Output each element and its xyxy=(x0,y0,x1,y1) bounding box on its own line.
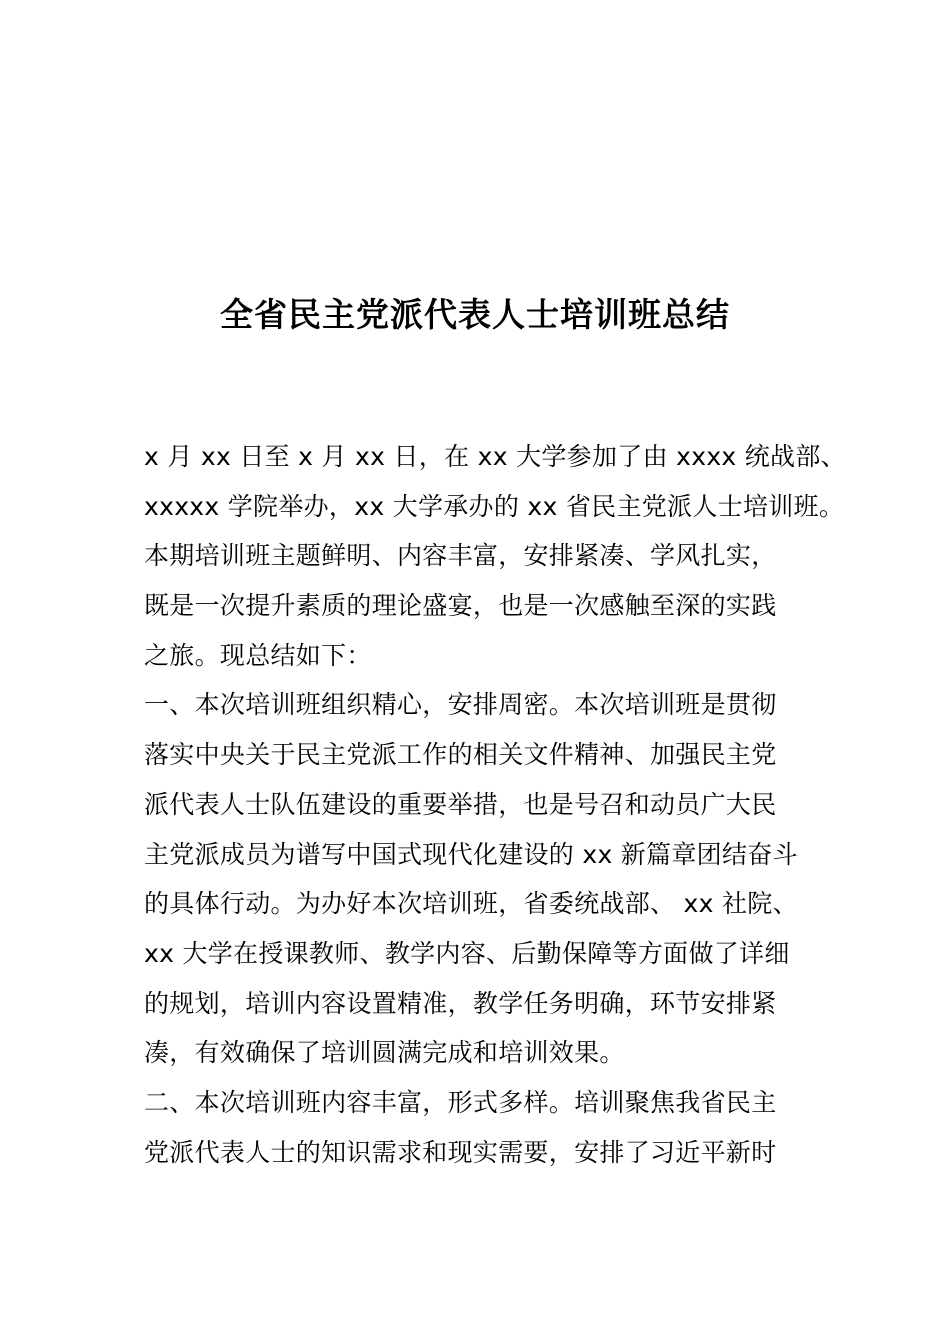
body-line: xxxxx 学院举办，xx 大学承办的 xx 省民主党派人士培训班。 xyxy=(144,491,845,521)
body-line: 落实中央关于民主党派工作的相关文件精神、加强民主党 xyxy=(144,740,777,770)
document-title: 全省民主党派代表人士培训班总结 xyxy=(220,295,730,334)
body-line: 的规划，培训内容设置精准，教学任务明确，环节安排紧 xyxy=(144,988,777,1018)
body-line: 既是一次提升素质的理论盛宴，也是一次感触至深的实践 xyxy=(144,591,777,621)
body-line: 主党派成员为谱写中国式现代化建设的 xx 新篇章团结奋斗 xyxy=(144,839,798,869)
body-line: xx 大学在授课教师、教学内容、后勤保障等方面做了详细 xyxy=(144,938,790,968)
body-line: 派代表人士队伍建设的重要举措，也是号召和动员广大民 xyxy=(144,789,777,819)
body-line: 二、本次培训班内容丰富，形式多样。培训聚焦我省民主 xyxy=(144,1087,777,1117)
body-line: 凑，有效确保了培训圆满完成和培训效果。 xyxy=(144,1038,625,1068)
body-line: 党派代表人士的知识需求和现实需要，安排了习近平新时 xyxy=(144,1137,777,1167)
body-line: 一、本次培训班组织精心，安排周密。本次培训班是贯彻 xyxy=(144,690,777,720)
body-line: 本期培训班主题鲜明、内容丰富，安排紧凑、学风扎实， xyxy=(144,541,777,571)
document-body xyxy=(144,432,846,1177)
body-line: 的具体行动。为办好本次培训班，省委统战部、 xx 社院、 xyxy=(144,889,798,919)
body-line: 之旅。现总结如下： xyxy=(144,640,372,670)
body-line: x 月 xx 日至 x 月 xx 日，在 xx 大学参加了由 xxxx 统战部、 xyxy=(144,442,846,471)
